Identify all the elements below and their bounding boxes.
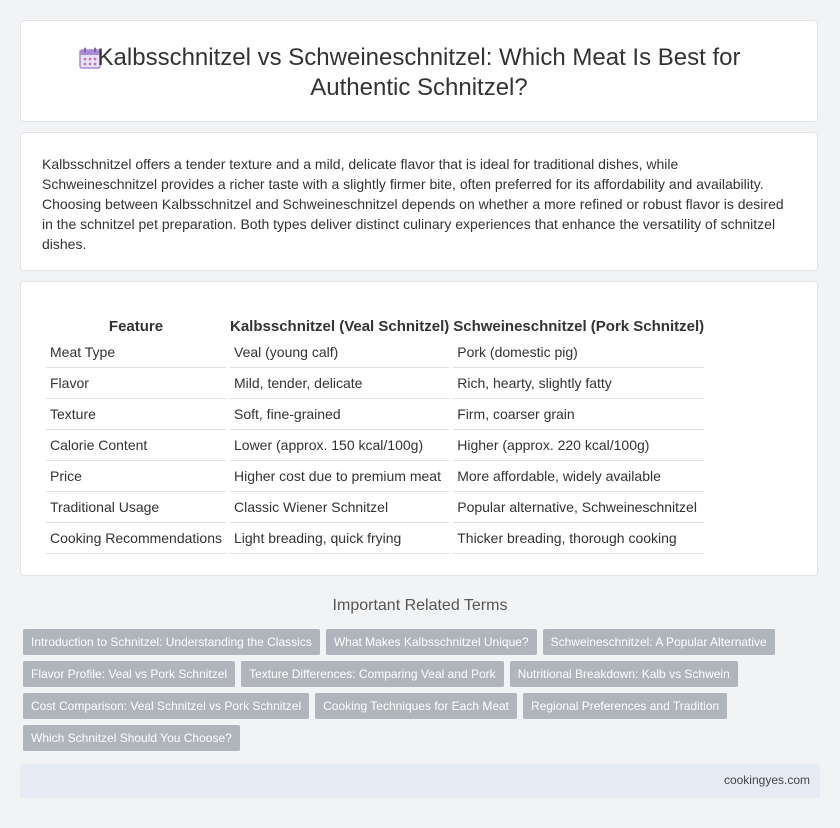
table-cell-feature: Price [46,461,226,492]
related-term-tag[interactable]: Flavor Profile: Veal vs Pork Schnitzel [23,661,235,687]
table-row [46,337,704,368]
header-kalbsschnitzel: Kalbsschnitzel (Veal Schnitzel) [230,317,450,335]
table-cell-feature: Flavor [46,368,226,399]
related-term-tag[interactable]: Which Schnitzel Should You Choose? [23,725,240,751]
related-terms-title: Important Related Terms [332,597,508,614]
table-cell-pork: Rich, hearty, slightly fatty [453,368,704,399]
footer [20,764,820,798]
header-feature: Feature [108,317,164,335]
comparison-table [42,315,708,554]
related-term-tag[interactable]: What Makes Kalbsschnitzel Unique? [326,629,537,655]
table-cell-pork: More affordable, widely available [453,461,704,492]
table-cell-veal: Mild, tender, delicate [230,368,449,399]
page-title-line-1: Kalbsschnitzel vs Schweineschnitzel: Which Meat Is Best for [97,44,741,71]
related-term-tag[interactable]: Regional Preferences and Tradition [523,693,727,719]
related-term-tag[interactable]: Nutritional Breakdown: Kalb vs Schwein [510,661,738,687]
table-cell-pork: Popular alternative, Schweineschnitzel [453,492,704,523]
table-cell-feature: Calorie Content [46,430,226,461]
table-cell-feature: Cooking Recommendations [46,523,226,554]
table-cell-pork: Thicker breading, thorough cooking [453,523,704,554]
table-cell-feature: Meat Type [46,337,226,368]
related-term-tag[interactable]: Texture Differences: Comparing Veal and Pork [241,661,504,687]
page-title [21,43,817,103]
table-cell-pork: Firm, coarser grain [453,399,704,430]
table-cell-veal: Classic Wiener Schnitzel [230,492,449,523]
page-title-line-2: Authentic Schnitzel? [310,74,528,101]
table-row [46,492,704,523]
related-term-tag[interactable]: Cooking Techniques for Each Meat [315,693,517,719]
table-cell-veal: Lower (approx. 150 kcal/100g) [230,430,449,461]
table-row [46,523,704,554]
related-term-tag[interactable]: Introduction to Schnitzel: Understanding the Classics [23,629,320,655]
table-cell-veal: Veal (young calf) [230,337,449,368]
table-cell-veal: Light breading, quick frying [230,523,449,554]
table-cell-feature: Texture [46,399,226,430]
summary-text: Kalbsschnitzel offers a tender texture and a mild, delicate flavor that is ideal for traditional dishes, while Schweineschnitzel provides a richer taste with a slightly firmer bite, often preferred for its affordability and availability. Choosing between Kalbsschnitzel and Schweineschnitzel depends on whether a more refined or robust flavor is desired in the schnitzel pet preparation. Both types deliver distinct culinary experiences that enhance the versatility of schnitzel dishes. [42,156,784,252]
related-term-tag[interactable]: Schweineschnitzel: A Popular Alternative [543,629,775,655]
header-card [20,20,818,122]
related-terms-list [23,629,783,751]
table-row [46,461,704,492]
table-cell-pork: Higher (approx. 220 kcal/100g) [453,430,704,461]
table-row [46,399,704,430]
footer-site-link[interactable]: cookingyes.com [723,773,810,787]
table-cell-veal: Soft, fine-grained [230,399,449,430]
related-term-tag[interactable]: Cost Comparison: Veal Schnitzel vs Pork Schnitzel [23,693,309,719]
table-cell-veal: Higher cost due to premium meat [230,461,449,492]
table-row [46,430,704,461]
table-header-row [46,315,704,337]
header-schweineschnitzel: Schweineschnitzel (Pork Schnitzel) [453,317,705,335]
table-row [46,368,704,399]
table-cell-pork: Pork (domestic pig) [453,337,704,368]
table-cell-feature: Traditional Usage [46,492,226,523]
summary-card [20,132,818,271]
comparison-card [20,281,818,576]
